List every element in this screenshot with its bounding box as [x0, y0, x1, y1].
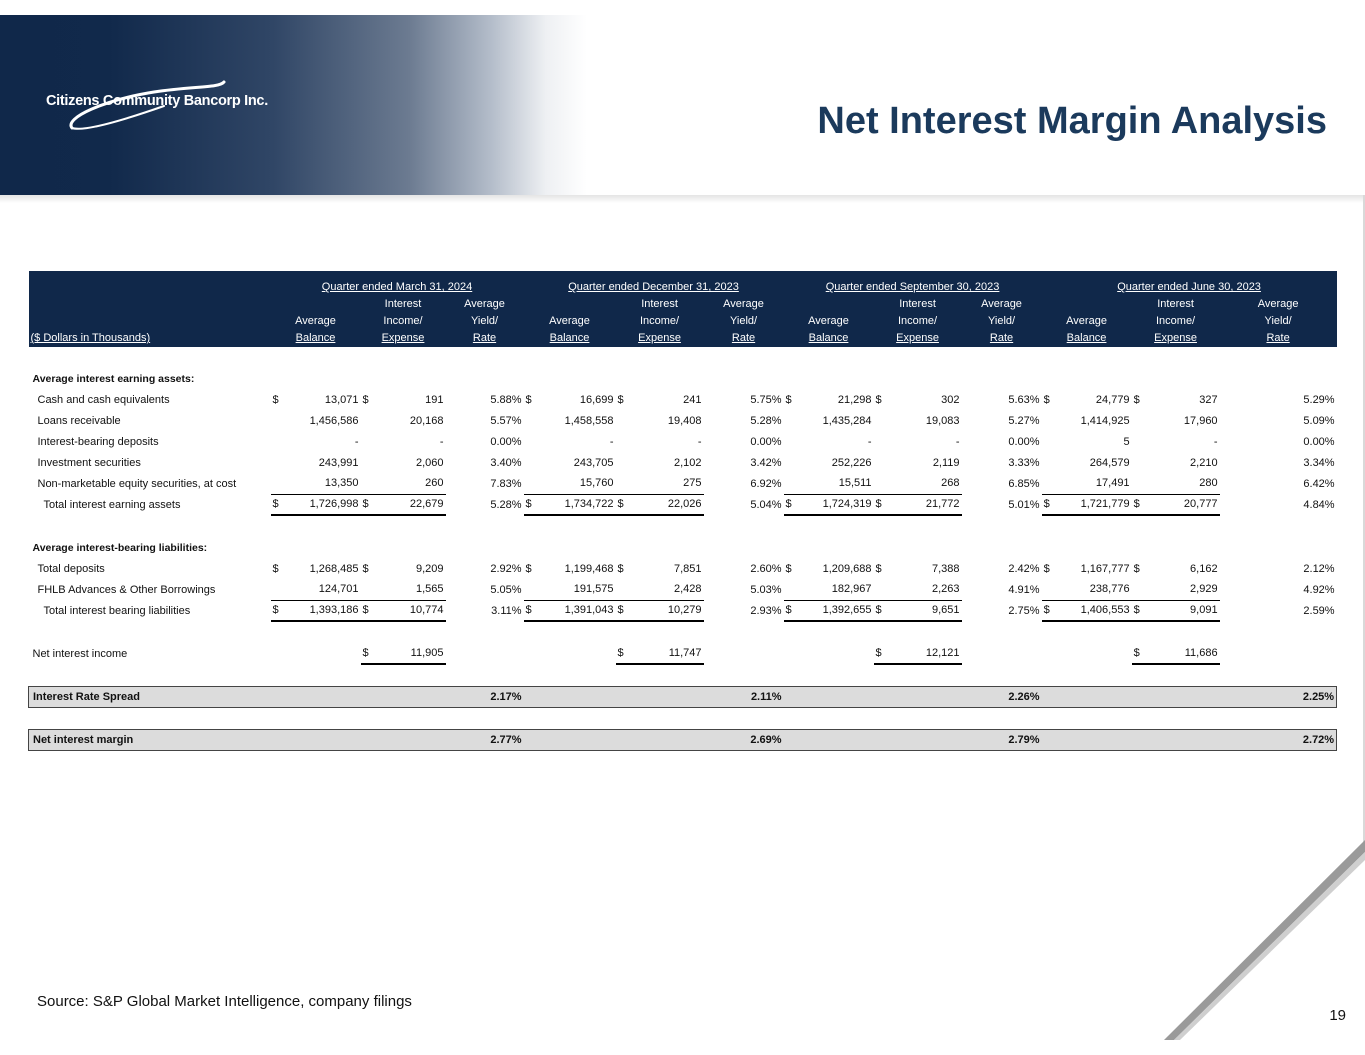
row-label: Investment securities: [37, 456, 141, 469]
nii-cell: [874, 643, 962, 664]
balance-cell: [784, 558, 874, 579]
currency-symbol: $: [875, 393, 882, 406]
rate-cell: 6.42%: [1303, 477, 1335, 490]
spread-cell: 2.11%: [704, 687, 784, 708]
col-header: Balance: [549, 332, 590, 344]
rate-cell: 2.59%: [1303, 604, 1335, 617]
income-cell-value: 6,162: [1190, 562, 1218, 575]
currency-symbol: $: [785, 562, 792, 575]
income-cell: 268: [874, 473, 962, 494]
margin-row: [29, 730, 1337, 751]
currency-symbol: $: [1133, 604, 1140, 617]
currency-symbol: $: [1043, 498, 1050, 511]
header-shadow: [0, 195, 1365, 203]
currency-symbol: $: [272, 498, 279, 511]
balance-cell: [784, 494, 874, 515]
balance-cell-value: 1,167,777: [1080, 562, 1130, 575]
col-header: [524, 296, 616, 313]
col-header: Balance: [808, 332, 849, 344]
currency-symbol: $: [362, 562, 369, 575]
currency-symbol: $: [362, 498, 369, 511]
rate-cell: 4.92%: [1303, 583, 1335, 596]
balance-cell: 264,579: [1089, 456, 1130, 469]
col-header: Balance: [1066, 332, 1107, 344]
income-cell: 2,263: [874, 579, 962, 600]
income-cell: [616, 389, 704, 410]
income-cell: -: [439, 435, 444, 448]
col-header: Income/: [383, 315, 423, 327]
col-header: Income/: [1155, 315, 1196, 327]
income-cell: -: [697, 435, 702, 448]
balance-cell: 243,705: [573, 456, 614, 469]
balance-cell: 13,350: [271, 473, 361, 494]
margin-cell: 2.69%: [704, 730, 784, 751]
col-header: Income/: [897, 315, 938, 327]
col-header: Average: [808, 315, 849, 327]
rate-cell: 5.09%: [1303, 414, 1335, 427]
income-cell: 17,960: [1183, 414, 1218, 427]
income-cell: [874, 558, 962, 579]
row-label: Loans receivable: [37, 414, 121, 427]
currency-symbol: $: [525, 562, 532, 575]
income-cell: [361, 389, 446, 410]
balance-cell: [524, 558, 616, 579]
col-header: Average: [1257, 298, 1299, 310]
income-cell: 1,565: [361, 579, 446, 600]
rate-cell: 5.29%: [1303, 393, 1335, 406]
balance-cell: [271, 558, 361, 579]
currency-symbol: $: [785, 393, 792, 406]
nii-cell-value: 11,747: [668, 647, 702, 659]
period-q1-2024: Quarter ended March 31, 2024: [321, 281, 473, 293]
income-cell-value: 21,772: [925, 498, 960, 511]
balance-cell: [784, 600, 874, 621]
currency-symbol: $: [617, 498, 624, 511]
rate-cell: 6.85%: [1008, 477, 1040, 490]
income-cell: [1132, 389, 1220, 410]
currency-symbol: $: [272, 604, 279, 617]
currency-symbol: $: [1133, 393, 1140, 406]
row-label: Net interest income: [32, 647, 128, 660]
income-cell: 19,083: [925, 414, 960, 427]
spread-cell: 2.25%: [1220, 687, 1337, 708]
rate-cell: 5.28%: [490, 498, 522, 511]
row-label: Net interest margin: [29, 730, 271, 751]
col-header: Average: [549, 315, 590, 327]
balance-cell: [784, 389, 874, 410]
source-note: Source: S&P Global Market Intelligence, company filings: [37, 993, 412, 1010]
rate-cell: 3.40%: [490, 456, 522, 469]
period-q2-2023: Quarter ended June 30, 2023: [1117, 281, 1261, 293]
currency-symbol: $: [875, 647, 882, 659]
balance-cell-value: 1,209,688: [822, 562, 872, 575]
rate-cell: 5.03%: [750, 583, 782, 596]
section-header-row: [29, 537, 1337, 558]
rate-cell: 2.12%: [1303, 562, 1335, 575]
rate-cell: 2.42%: [1008, 562, 1040, 575]
balance-cell-value: 1,724,319: [822, 498, 872, 511]
table-row: [29, 600, 1337, 621]
col-header: Balance: [295, 332, 336, 344]
income-cell-value: 10,279: [667, 604, 702, 617]
rate-cell: 3.33%: [1008, 456, 1040, 469]
table-row: [29, 431, 1337, 452]
balance-cell: 243,991: [318, 456, 359, 469]
col-header: Interest: [384, 298, 422, 310]
spread-cell: 2.26%: [962, 687, 1042, 708]
margin-cell: 2.77%: [446, 730, 524, 751]
balance-cell: 182,967: [784, 579, 874, 600]
col-header: Rate: [731, 332, 756, 344]
rate-cell: 5.57%: [490, 414, 522, 427]
nii-cell: [361, 643, 446, 664]
income-cell-value: 302: [941, 393, 960, 406]
col-header-row-1: [29, 296, 1337, 313]
rate-cell: 4.84%: [1303, 498, 1335, 511]
income-cell-value: 20,777: [1183, 498, 1218, 511]
row-label: Interest-bearing deposits: [37, 435, 159, 448]
income-cell: [616, 600, 704, 621]
nii-cell-value: 11,686: [1184, 647, 1218, 659]
col-header: Interest: [1157, 298, 1194, 310]
currency-symbol: $: [875, 562, 882, 575]
currency-symbol: $: [362, 604, 369, 617]
balance-cell: [1042, 600, 1132, 621]
income-cell: 2,428: [616, 579, 704, 600]
balance-cell: 1,456,586: [309, 414, 359, 427]
nii-cell-value: 11,905: [410, 647, 444, 659]
rate-cell: 2.92%: [490, 562, 522, 575]
balance-cell: [271, 600, 361, 621]
spread-cell: 2.17%: [446, 687, 524, 708]
currency-symbol: $: [785, 604, 792, 617]
table-row: [29, 473, 1337, 494]
balance-cell: 1,435,284: [822, 414, 872, 427]
currency-symbol: $: [1133, 562, 1140, 575]
margin-cell: 2.79%: [962, 730, 1042, 751]
currency-symbol: $: [875, 604, 882, 617]
income-cell-value: 7,388: [932, 562, 960, 575]
rate-cell: 5.27%: [1008, 414, 1040, 427]
rate-cell: 0.00%: [1008, 435, 1040, 448]
balance-cell: 15,760: [524, 473, 616, 494]
section-header: Average interest-bearing liabilities:: [32, 541, 208, 554]
currency-symbol: $: [1043, 562, 1050, 575]
balance-cell-value: 1,726,998: [309, 498, 359, 511]
income-cell-value: 7,851: [674, 562, 702, 575]
balance-cell: -: [867, 435, 872, 448]
balance-cell-value: 1,393,186: [309, 604, 359, 617]
row-label: Total interest earning assets: [43, 498, 181, 511]
balance-cell: 252,226: [831, 456, 872, 469]
row-label: Non-marketable equity securities, at cost: [37, 477, 237, 490]
period-header-row: [29, 271, 1337, 296]
balance-cell: -: [354, 435, 359, 448]
income-cell: -: [955, 435, 960, 448]
balance-cell: 17,491: [1042, 473, 1132, 494]
rate-cell: 4.91%: [1008, 583, 1040, 596]
balance-cell: 124,701: [271, 579, 361, 600]
income-cell: [1132, 600, 1220, 621]
balance-cell: -: [609, 435, 614, 448]
income-cell: 20,168: [409, 414, 444, 427]
logo-text: Citizens Community Bancorp Inc.: [46, 93, 268, 109]
balance-cell: [271, 389, 361, 410]
currency-symbol: $: [525, 604, 532, 617]
col-header: [784, 296, 874, 313]
balance-cell-value: 16,699: [579, 393, 614, 406]
currency-symbol: $: [617, 604, 624, 617]
income-cell: 2,210: [1190, 456, 1218, 469]
currency-symbol: $: [525, 498, 532, 511]
table-row: [29, 558, 1337, 579]
col-header: Average: [464, 298, 505, 310]
income-cell-value: 9,209: [415, 562, 444, 575]
col-header: Income/: [639, 315, 680, 327]
rate-cell: 6.92%: [750, 477, 782, 490]
rate-cell: 5.63%: [1008, 393, 1040, 406]
nim-table: [28, 271, 1337, 751]
balance-cell: [524, 600, 616, 621]
spacer-row: [29, 621, 1337, 643]
balance-cell: 5: [1123, 435, 1130, 448]
balance-cell: [524, 389, 616, 410]
col-header: Yield/: [1264, 315, 1292, 327]
row-label: Cash and cash equivalents: [37, 393, 170, 406]
col-header-row-2: [29, 313, 1337, 330]
balance-cell: 15,511: [784, 473, 874, 494]
period-q3-2023: Quarter ended September 30, 2023: [825, 281, 1000, 293]
income-cell-value: 191: [425, 393, 444, 406]
row-label: Interest Rate Spread: [29, 687, 271, 708]
income-cell: [1132, 494, 1220, 515]
income-cell: 2,119: [932, 456, 960, 469]
col-header: Expense: [381, 332, 425, 344]
nii-cell: [616, 643, 704, 664]
currency-symbol: $: [362, 393, 369, 406]
currency-symbol: $: [1043, 393, 1050, 406]
balance-cell: [1042, 389, 1132, 410]
income-cell: 2,102: [674, 456, 702, 469]
col-header: Average: [981, 298, 1022, 310]
rate-cell: 0.00%: [1303, 435, 1335, 448]
currency-symbol: $: [1133, 647, 1140, 659]
rate-cell: 7.83%: [490, 477, 522, 490]
rate-cell: 2.75%: [1008, 604, 1040, 617]
balance-cell-value: 1,406,553: [1080, 604, 1130, 617]
income-cell: [361, 494, 446, 515]
balance-cell: 1,458,558: [564, 414, 614, 427]
table-row: [29, 410, 1337, 431]
col-header: Yield/: [470, 315, 499, 327]
balance-cell: 191,575: [524, 579, 616, 600]
balance-cell: [524, 494, 616, 515]
spacer-row: [29, 664, 1337, 687]
col-header: Interest: [641, 298, 678, 310]
income-cell: [874, 389, 962, 410]
income-cell-value: 22,026: [667, 498, 702, 511]
income-cell: -: [1213, 435, 1218, 448]
balance-cell-value: 24,779: [1095, 393, 1130, 406]
rate-cell: 0.00%: [490, 435, 522, 448]
income-cell: [874, 494, 962, 515]
balance-cell-value: 21,298: [837, 393, 872, 406]
net-interest-income-row: [29, 643, 1337, 664]
spacer-row: [29, 515, 1337, 537]
currency-symbol: $: [272, 393, 279, 406]
page-title: Net Interest Margin Analysis: [817, 100, 1327, 142]
section-header-row: [29, 368, 1337, 389]
rate-cell: 2.93%: [750, 604, 782, 617]
row-label: Total interest bearing liabilities: [43, 604, 191, 617]
balance-cell-value: 1,268,485: [309, 562, 359, 575]
balance-cell-value: 1,391,043: [564, 604, 614, 617]
table-row: [29, 452, 1337, 473]
balance-cell: [1042, 494, 1132, 515]
row-label: Total deposits: [37, 562, 105, 575]
currency-symbol: $: [785, 498, 792, 511]
currency-symbol: $: [1133, 498, 1140, 511]
rate-cell: 5.05%: [490, 583, 522, 596]
spacer-row: [29, 708, 1337, 730]
table-row: [29, 389, 1337, 410]
balance-cell-value: 13,071: [324, 393, 359, 406]
income-cell: [361, 600, 446, 621]
col-header: Rate: [472, 332, 497, 344]
margin-cell: 2.72%: [1220, 730, 1337, 751]
income-cell: [361, 558, 446, 579]
income-cell: [616, 558, 704, 579]
balance-cell-value: 1,199,468: [564, 562, 614, 575]
rate-cell: 5.04%: [750, 498, 782, 511]
col-header: Yield/: [729, 315, 758, 327]
balance-cell-value: 1,734,722: [564, 498, 614, 511]
income-cell: 19,408: [667, 414, 702, 427]
currency-symbol: $: [272, 562, 279, 575]
rate-cell: 0.00%: [750, 435, 782, 448]
col-header: Expense: [1154, 332, 1197, 344]
nii-cell: [1132, 643, 1220, 664]
income-cell: [616, 494, 704, 515]
section-header: Average interest earning assets:: [32, 372, 195, 385]
col-header: [1042, 296, 1132, 313]
rate-cell: 2.60%: [750, 562, 782, 575]
col-header: Expense: [638, 332, 681, 344]
currency-symbol: $: [617, 393, 624, 406]
income-cell: 275: [616, 473, 704, 494]
income-cell-value: 327: [1199, 393, 1218, 406]
income-cell: 260: [361, 473, 446, 494]
rate-cell: 3.11%: [491, 604, 522, 617]
income-cell-value: 9,091: [1190, 604, 1218, 617]
balance-cell: 1,414,925: [1080, 414, 1130, 427]
col-header: Rate: [1266, 332, 1290, 344]
currency-symbol: $: [617, 647, 624, 659]
row-label: FHLB Advances & Other Borrowings: [37, 583, 216, 596]
balance-cell-value: 1,721,779: [1080, 498, 1130, 511]
rate-cell: 5.88%: [490, 393, 522, 406]
col-header: [271, 296, 361, 313]
rate-cell: 5.28%: [750, 414, 782, 427]
income-cell: [1132, 558, 1220, 579]
currency-symbol: $: [525, 393, 532, 406]
col-header: Interest: [899, 298, 936, 310]
currency-symbol: $: [1043, 604, 1050, 617]
col-header: Rate: [989, 332, 1014, 344]
balance-cell: [271, 494, 361, 515]
col-header-row-3: [29, 330, 1337, 347]
unit-label: ($ Dollars in Thousands): [30, 332, 151, 344]
income-cell: 280: [1132, 473, 1220, 494]
currency-symbol: $: [362, 647, 369, 659]
table-row: [29, 494, 1337, 515]
income-cell: 2,929: [1132, 579, 1220, 600]
currency-symbol: $: [875, 498, 882, 511]
col-header: Average: [723, 298, 764, 310]
nii-cell-value: 12,121: [925, 647, 960, 659]
table-row: [29, 579, 1337, 600]
currency-symbol: $: [617, 562, 624, 575]
income-cell-value: 9,651: [932, 604, 960, 617]
income-cell: [874, 600, 962, 621]
income-cell-value: 241: [683, 393, 702, 406]
rate-cell: 5.75%: [750, 393, 782, 406]
spacer-row: [29, 347, 1337, 368]
col-header: Expense: [896, 332, 939, 344]
period-q4-2023: Quarter ended December 31, 2023: [568, 281, 739, 293]
balance-cell-value: 1,392,655: [822, 604, 872, 617]
income-cell-value: 22,679: [409, 498, 444, 511]
balance-cell: 238,776: [1042, 579, 1132, 600]
page-number: 19: [1329, 1007, 1346, 1024]
col-header: Yield/: [987, 315, 1016, 327]
rate-cell: 5.01%: [1008, 498, 1040, 511]
col-header: Average: [295, 315, 336, 327]
spread-row: [29, 687, 1337, 708]
rate-cell: 3.42%: [750, 456, 782, 469]
income-cell-value: 10,774: [409, 604, 444, 617]
income-cell: 2,060: [415, 456, 444, 469]
col-header: Average: [1066, 315, 1107, 327]
balance-cell: [1042, 558, 1132, 579]
rate-cell: 3.34%: [1303, 456, 1335, 469]
table-body: [29, 347, 1337, 751]
